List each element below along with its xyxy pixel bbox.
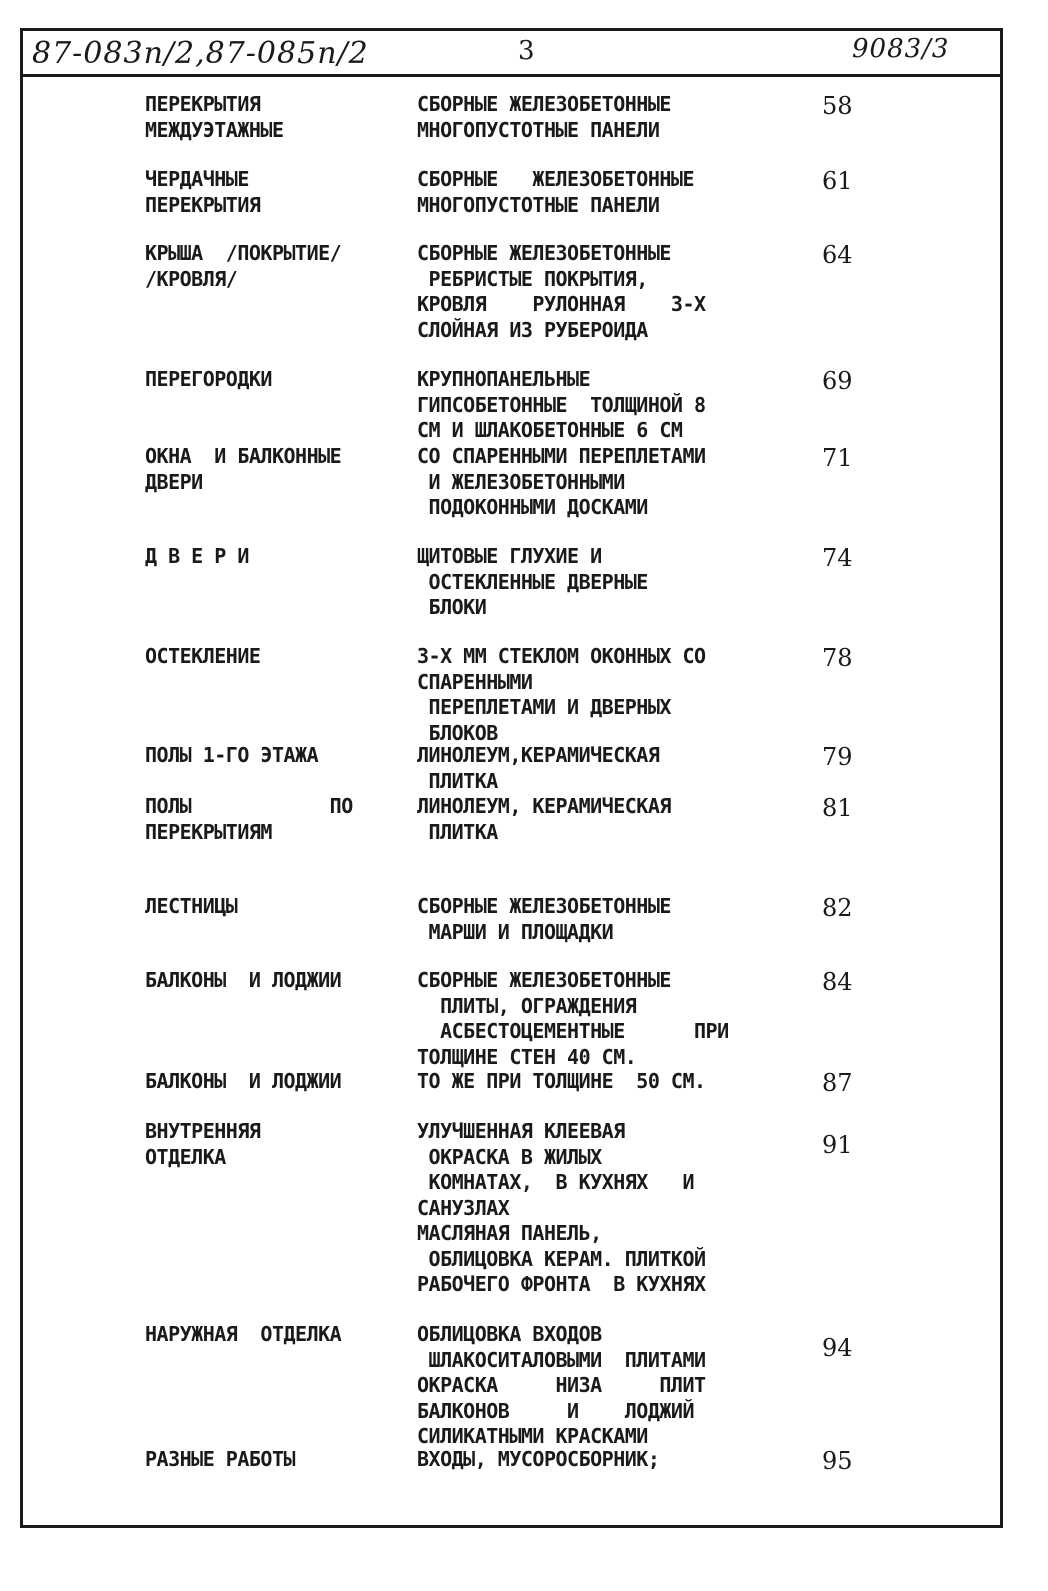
description-line: ЛИНОЛЕУМ, КЕРАМИЧЕСКАЯ: [417, 794, 671, 818]
description: [417, 1069, 706, 1095]
element-name: [145, 894, 237, 920]
page-ref: 84: [822, 968, 853, 996]
element-line: ОТДЕЛКА: [145, 1144, 226, 1169]
description-line: ШЛАКОСИТАЛОВЫМИ ПЛИТАМИ: [417, 1347, 706, 1372]
page-ref: 94: [822, 1334, 853, 1362]
element-name: [145, 794, 353, 845]
description-line: ЩИТОВЫЕ ГЛУХИЕ И: [417, 544, 602, 568]
description: [417, 241, 706, 343]
description-line: СБОРНЫЕ ЖЕЛЕЗОБЕТОННЫЕ: [417, 968, 671, 992]
description-line: МАРШИ И ПЛОЩАДКИ: [417, 919, 614, 944]
description-line: СБОРНЫЕ ЖЕЛЕЗОБЕТОННЫЕ: [417, 894, 671, 918]
description-line: ПОДОКОННЫМИ ДОСКАМИ: [417, 495, 648, 519]
element-name: [145, 241, 341, 292]
sheet-number: 9083/3: [852, 34, 950, 64]
element-line: ПОЛЫ ПО: [145, 794, 353, 818]
element-line: КРЫША /ПОКРЫТИЕ/: [145, 241, 342, 265]
description-line: СБОРНЫЕ ЖЕЛЕЗОБЕТОННЫЕ: [417, 167, 694, 191]
element-name: [145, 367, 272, 393]
page-ref: 64: [822, 241, 853, 269]
description: [417, 1447, 659, 1473]
element-line: ВНУТРЕННЯЯ: [145, 1119, 261, 1143]
description-line: СЛОЙНАЯ ИЗ РУБЕРОИДА: [417, 317, 648, 342]
page-ref: 69: [822, 367, 853, 395]
description: [417, 794, 671, 845]
description-line: СБОРНЫЕ ЖЕЛЕЗОБЕТОННЫЕ: [417, 92, 671, 116]
element-line: ПЕРЕКРЫТИЯ: [145, 92, 261, 116]
page-ref: 61: [822, 167, 853, 195]
description: [417, 1119, 706, 1298]
element-line: /КРОВЛЯ/: [145, 266, 238, 291]
description: [417, 644, 706, 746]
description-line: ОБЛИЦОВКА ВХОДОВ: [417, 1322, 602, 1346]
page-ref: 87: [822, 1069, 853, 1097]
description: [417, 894, 671, 945]
description-line: ОБЛИЦОВКА КЕРАМ. ПЛИТКОЙ: [417, 1246, 706, 1271]
description-line: ГИПСОБЕТОННЫЕ ТОЛЩИНОЙ 8: [417, 392, 706, 417]
description-line: КРОВЛЯ РУЛОННАЯ 3-Х: [417, 292, 706, 316]
description-line: СО СПАРЕННЫМИ ПЕРЕПЛЕТАМИ: [417, 444, 706, 468]
element-name: [145, 1322, 341, 1348]
description-line: РАБОЧЕГО ФРОНТА В КУХНЯХ: [417, 1272, 706, 1296]
description-line: ОСТЕКЛЕННЫЕ ДВЕРНЫЕ: [417, 569, 648, 594]
element-line: ОСТЕКЛЕНИЕ: [145, 644, 261, 668]
page-ref: 91: [822, 1131, 853, 1159]
description-line: ПЛИТЫ, ОГРАЖДЕНИЯ: [417, 993, 637, 1018]
page-ref: 82: [822, 894, 853, 922]
description-line: ОКРАСКА НИЗА ПЛИТ: [417, 1373, 706, 1397]
element-line: БАЛКОНЫ И ЛОДЖИИ: [145, 1069, 342, 1093]
page-ref: 71: [822, 444, 853, 472]
page-ref: 81: [822, 794, 853, 822]
description-line: КРУПНОПАНЕЛЬНЫЕ: [417, 367, 591, 391]
element-line: МЕЖДУЭТАЖНЫЕ: [145, 117, 284, 142]
description-line: БЛОКИ: [417, 595, 487, 619]
description: [417, 92, 671, 143]
element-name: [145, 167, 260, 218]
element-name: [145, 1119, 260, 1170]
element-name: [145, 92, 284, 143]
document-code: 87-083п/2,87-085п/2: [32, 36, 369, 71]
element-line: Д В Е Р И: [145, 544, 249, 568]
description-line: БЛОКОВ: [417, 720, 498, 745]
header-divider: [20, 74, 1003, 77]
description-line: ТОЛЩИНЕ СТЕН 40 СМ.: [417, 1044, 637, 1069]
description: [417, 444, 706, 521]
description-line: ЛИНОЛЕУМ,КЕРАМИЧЕСКАЯ: [417, 743, 660, 767]
element-name: [145, 743, 318, 769]
element-line: ПЕРЕГОРОДКИ: [145, 367, 272, 391]
description-line: РЕБРИСТЫЕ ПОКРЫТИЯ,: [417, 266, 648, 291]
element-name: [145, 1069, 341, 1095]
page-ref: 79: [822, 743, 853, 771]
description: [417, 167, 694, 218]
page-number: 3: [518, 36, 536, 66]
description-line: СБОРНЫЕ ЖЕЛЕЗОБЕТОННЫЕ: [417, 241, 671, 265]
page-ref: 95: [822, 1447, 853, 1475]
page-ref: 58: [822, 92, 853, 120]
element-name: [145, 544, 249, 570]
element-name: [145, 968, 341, 994]
description-line: МАСЛЯНАЯ ПАНЕЛЬ,: [417, 1221, 602, 1245]
description-line: ТО ЖЕ ПРИ ТОЛЩИНЕ 50 СМ.: [417, 1069, 706, 1093]
element-line: ДВЕРИ: [145, 469, 203, 494]
description-line: КОМНАТАХ, В КУХНЯХ И: [417, 1170, 694, 1194]
description-line: АСБЕСТОЦЕМЕНТНЫЕ ПРИ: [417, 1019, 729, 1043]
element-line: НАРУЖНАЯ ОТДЕЛКА: [145, 1322, 342, 1346]
description-line: СИЛИКАТНЫМИ КРАСКАМИ: [417, 1424, 648, 1448]
description-line: МНОГОПУСТОТНЫЕ ПАНЕЛИ: [417, 117, 660, 142]
description-line: ВХОДЫ, МУСОРОСБОРНИК;: [417, 1447, 660, 1471]
description-line: 3-Х ММ СТЕКЛОМ ОКОННЫХ СО: [417, 644, 706, 668]
description-line: И ЖЕЛЕЗОБЕТОННЫМИ: [417, 469, 625, 494]
element-name: [145, 644, 260, 670]
description-line: ОКРАСКА В ЖИЛЫХ: [417, 1144, 602, 1169]
element-line: РАЗНЫЕ РАБОТЫ: [145, 1447, 296, 1471]
element-name: [145, 444, 341, 495]
element-line: ЛЕСТНИЦЫ: [145, 894, 238, 918]
element-line: ПЕРЕКРЫТИЯМ: [145, 819, 272, 844]
description: [417, 544, 648, 621]
element-line: ПЕРЕКРЫТИЯ: [145, 192, 261, 217]
description: [417, 743, 659, 794]
description: [417, 367, 706, 444]
page-ref: 74: [822, 544, 853, 572]
element-line: ПОЛЫ 1-ГО ЭТАЖА: [145, 743, 319, 767]
description: [417, 968, 729, 1070]
element-line: БАЛКОНЫ И ЛОДЖИИ: [145, 968, 342, 992]
element-line: ЧЕРДАЧНЫЕ: [145, 167, 249, 191]
description-line: СМ И ШЛАКОБЕТОННЫЕ 6 СМ: [417, 418, 683, 442]
element-line: ОКНА И БАЛКОННЫЕ: [145, 444, 342, 468]
description-line: СПАРЕННЫМИ: [417, 669, 533, 694]
description-line: УЛУЧШЕННАЯ КЛЕЕВАЯ: [417, 1119, 625, 1143]
description-line: ПЕРЕПЛЕТАМИ И ДВЕРНЫХ: [417, 695, 671, 719]
description-line: БАЛКОНОВ И ЛОДЖИЙ: [417, 1398, 694, 1423]
page-ref: 78: [822, 644, 853, 672]
description: [417, 1322, 706, 1450]
description-line: ПЛИТКА: [417, 819, 498, 844]
element-name: [145, 1447, 295, 1473]
description-line: ПЛИТКА: [417, 768, 498, 793]
description-line: МНОГОПУСТОТНЫЕ ПАНЕЛИ: [417, 192, 660, 217]
description-line: САНУЗЛАХ: [417, 1195, 510, 1220]
